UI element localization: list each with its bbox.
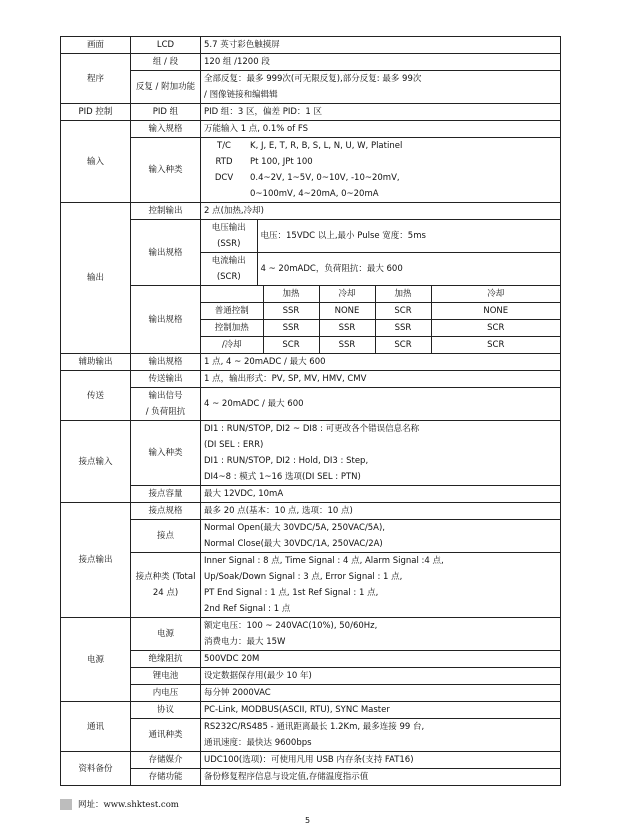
category-cell: 输入: [61, 121, 131, 203]
item-cell: 输入规格: [131, 121, 201, 138]
value-cell: [201, 138, 561, 203]
category-cell: 接点输出: [61, 503, 131, 618]
value-line: (DI SEL : ERR): [204, 440, 264, 450]
value-line: Up/Soak/Down Signal : 3 点, Error Signal : 1 点,: [204, 572, 403, 582]
table-row: [61, 486, 561, 503]
value-line: Inner Signal : 8 点, Time Signal : 4 点, Alarm Signal :4 点,: [204, 556, 444, 566]
matrix-cell: SCR: [375, 337, 431, 354]
value-line: Normal Close(最大 30VDC/1A, 250VAC/2A): [204, 539, 383, 549]
label-line: (SCR): [216, 272, 241, 282]
matrix-corner: [201, 286, 263, 303]
table-row: [61, 685, 561, 702]
type-label: T/C: [217, 141, 231, 151]
matrix-cell: NONE: [431, 303, 560, 320]
table-row: [61, 371, 561, 388]
item-cell: 输出规格: [131, 286, 201, 354]
item-cell: 接点容量: [131, 486, 201, 503]
value-cell: 备份修复程序信息与设定值,存储温度指示值: [201, 769, 561, 786]
ssr-value: 电压：15VDC 以上,最小 Pulse 宽度：5ms: [257, 220, 560, 253]
category-cell: 传送: [61, 371, 131, 421]
table-row: [61, 104, 561, 121]
table-row: [61, 388, 561, 421]
value-cell: [201, 286, 561, 354]
input-types-subtable: [201, 138, 560, 202]
value-line: 0~100mV, 4~20mA, 0~20mA: [250, 189, 379, 199]
table-row: [61, 553, 561, 618]
item-cell: 输出规格: [131, 354, 201, 371]
item-cell: 组 / 段: [131, 54, 201, 71]
category-cell: 资料备份: [61, 752, 131, 786]
value-line: 消费电力：最大 15W: [204, 637, 286, 647]
value-cell: 每分钟 2000VAC: [201, 685, 561, 702]
table-row: [61, 37, 561, 54]
value-line: RS232C/RS485 - 通讯距离最长 1.2Km, 最多连接 99 台,: [204, 722, 425, 732]
table-row: [61, 54, 561, 71]
table-row: [61, 121, 561, 138]
matrix-row-label: 控制加热: [201, 320, 263, 337]
item-cell: 存储媒介: [131, 752, 201, 769]
item-cell: 绝缘阻抗: [131, 651, 201, 668]
table-row: [61, 503, 561, 520]
scr-label: [201, 253, 257, 286]
value-cell: [201, 71, 561, 104]
value-line: K, J, E, T, R, B, S, L, N, U, W, Platinel: [250, 141, 403, 151]
matrix-header: 加热: [263, 286, 319, 303]
category-cell: PID 控制: [61, 104, 131, 121]
value-line: DI1 : RUN/STOP, DI2 : Hold, DI3 : Step,: [204, 456, 369, 466]
value-cell: 120 组 /1200 段: [201, 54, 561, 71]
item-line: 24 点): [152, 588, 179, 598]
item-cell: [131, 553, 201, 618]
matrix-cell: SSR: [319, 320, 375, 337]
item-cell: 通讯种类: [131, 719, 201, 752]
value-cell: PC-Link, MODBUS(ASCII, RTU), SYNC Master: [201, 702, 561, 719]
item-cell: 存储功能: [131, 769, 201, 786]
category-cell: 程序: [61, 54, 131, 104]
value-line: / 图像链接和编辑辑: [204, 90, 278, 100]
item-cell: 接点: [131, 520, 201, 553]
spec-table: [60, 36, 561, 786]
value-line: DI1 : RUN/STOP, DI2 ~ DI8 : 可更改各个错误信息名称: [204, 424, 420, 434]
label-line: 电压输出: [211, 223, 246, 233]
matrix-cell: SSR: [375, 320, 431, 337]
value-line: DI4~8 : 模式 1~16 选项(DI SEL : PTN): [204, 472, 361, 482]
table-row: [61, 769, 561, 786]
table-row: [61, 520, 561, 553]
item-cell: 控制输出: [131, 203, 201, 220]
item-cell: LCD: [131, 37, 201, 54]
item-cell: 接点规格: [131, 503, 201, 520]
item-cell: 锂电池: [131, 668, 201, 685]
value-line: Pt 100, JPt 100: [250, 157, 313, 167]
table-row: [61, 702, 561, 719]
matrix-row-label: /冷却: [201, 337, 263, 354]
item-line: 输出信号: [148, 391, 183, 401]
value-cell: [201, 618, 561, 651]
label-line: (SSR): [217, 239, 241, 249]
type-label: DCV: [214, 173, 234, 183]
item-cell: 输入种类: [131, 421, 201, 486]
page-number: 5: [305, 816, 311, 825]
table-row: [61, 71, 561, 104]
matrix-header: 加热: [375, 286, 431, 303]
item-cell: 电源: [131, 618, 201, 651]
category-cell: 辅助输出: [61, 354, 131, 371]
value-cell: 500VDC 20M: [201, 651, 561, 668]
value-line: 通讯速度：最快达 9600bps: [204, 738, 312, 748]
footer-marker: [60, 799, 72, 810]
label-line: 电流输出: [211, 256, 246, 266]
value-cell: 2 点(加热,冷却): [201, 203, 561, 220]
table-row: [61, 668, 561, 685]
table-row: [61, 354, 561, 371]
table-row: [61, 220, 561, 286]
item-cell: 协议: [131, 702, 201, 719]
matrix-cell: NONE: [319, 303, 375, 320]
matrix-header: 冷却: [431, 286, 560, 303]
value-line: Normal Open(最大 30VDC/5A, 250VAC/5A),: [204, 523, 385, 533]
category-cell: 电源: [61, 618, 131, 702]
item-cell: 输出规格: [131, 220, 201, 286]
value-cell: PID 组：3 区，偏差 PID：1 区: [201, 104, 561, 121]
item-cell: 内电压: [131, 685, 201, 702]
value-cell: 设定数据保存用(最少 10 年): [201, 668, 561, 685]
value-line: 0.4~2V, 1~5V, 0~10V, -10~20mV,: [250, 173, 400, 183]
table-row: [61, 618, 561, 651]
footer-website: 网址：www.shktest.com: [78, 800, 179, 810]
matrix-cell: SCR: [263, 337, 319, 354]
table-row: [61, 203, 561, 220]
value-cell: [201, 553, 561, 618]
matrix-row-label: 普通控制: [201, 303, 263, 320]
item-cell: [131, 388, 201, 421]
value-line: 全部反复：最多 999次(可无限反复),部分反复: 最多 99次: [204, 74, 422, 84]
output-spec-subtable: [201, 220, 560, 285]
value-cell: 最多 20 点(基本：10 点, 选项：10 点): [201, 503, 561, 520]
value-cell: 最大 12VDC, 10mA: [201, 486, 561, 503]
value-cell: 1 点，输出形式：PV, SP, MV, HMV, CMV: [201, 371, 561, 388]
category-cell: 输出: [61, 203, 131, 354]
item-line: 接点种类 (Total: [135, 572, 196, 582]
value-cell: [201, 719, 561, 752]
item-cell: 反复 / 附加功能: [131, 71, 201, 104]
value-cell: UDC100(选项)：可使用凡用 USB 内存条(支持 FAT16): [201, 752, 561, 769]
matrix-cell: SCR: [431, 337, 560, 354]
value-line: 2nd Ref Signal : 1 点: [204, 604, 291, 614]
table-row: [61, 138, 561, 203]
ssr-label: [201, 220, 257, 253]
value-cell: 万能输入 1 点, 0.1% of FS: [201, 121, 561, 138]
value-cell: [201, 421, 561, 486]
matrix-cell: SSR: [319, 337, 375, 354]
value-line: 额定电压：100 ~ 240VAC(10%), 50/60Hz,: [204, 621, 378, 631]
item-cell: 输入种类: [131, 138, 201, 203]
value-cell: 5.7 英寸彩色触摸屏: [201, 37, 561, 54]
table-row: [61, 719, 561, 752]
value-line: PT End Signal : 1 点, 1st Ref Signal : 1 点,: [204, 588, 379, 598]
value-cell: 4 ~ 20mADC / 最大 600: [201, 388, 561, 421]
category-cell: 通讯: [61, 702, 131, 752]
item-cell: PID 组: [131, 104, 201, 121]
matrix-cell: SSR: [263, 303, 319, 320]
value-cell: [201, 520, 561, 553]
matrix-cell: SSR: [263, 320, 319, 337]
table-row: [61, 286, 561, 354]
matrix-cell: SCR: [375, 303, 431, 320]
value-cell: [201, 220, 561, 286]
value-cell: 1 点, 4 ~ 20mADC / 最大 600: [201, 354, 561, 371]
table-row: [61, 752, 561, 769]
category-cell: 画面: [61, 37, 131, 54]
table-row: [61, 421, 561, 486]
type-label: RTD: [215, 157, 233, 167]
matrix-header: 冷却: [319, 286, 375, 303]
item-line: / 负荷阻抗: [145, 407, 186, 417]
table-row: [61, 651, 561, 668]
category-cell: 接点输入: [61, 421, 131, 503]
item-cell: 传送输出: [131, 371, 201, 388]
scr-value: 4 ~ 20mADC，负荷阻抗：最大 600: [257, 253, 560, 286]
output-matrix-subtable: [201, 286, 560, 353]
matrix-cell: SCR: [431, 320, 560, 337]
